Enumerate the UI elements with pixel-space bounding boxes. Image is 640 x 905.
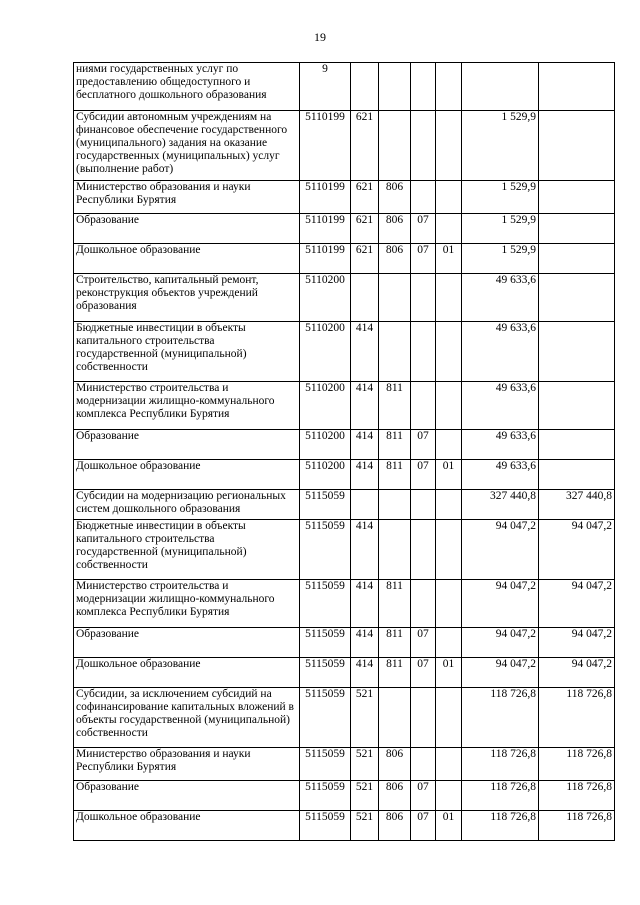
page-number: 19: [314, 30, 326, 44]
amount-1: 1 529,9: [462, 181, 539, 214]
section-code: [411, 748, 436, 781]
administrator-code: 806: [379, 244, 411, 274]
amount-1: 94 047,2: [462, 628, 539, 658]
expense-type-code: [351, 781, 379, 811]
administrator-code: [379, 322, 411, 382]
section-code-text: 07: [417, 430, 429, 442]
section-code: [411, 811, 436, 841]
target-article-code: [300, 274, 351, 322]
target-article-code-text: 5115059: [305, 520, 345, 532]
target-article-code-text: 5115059: [305, 688, 345, 700]
row-name: Дошкольное образование: [74, 244, 300, 274]
amount-2: [539, 382, 615, 430]
administrator-code: 811: [379, 460, 411, 490]
amount-2: 118 726,8: [539, 811, 615, 841]
expense-type-code-text: 621: [355, 111, 374, 123]
administrator-code: 806: [379, 781, 411, 811]
expense-type-code-text: 414: [355, 430, 374, 442]
expense-type-code: [351, 580, 379, 628]
expense-type-code: [351, 748, 379, 781]
target-article-code: [300, 460, 351, 490]
target-article-code-text: 5110200: [305, 430, 345, 442]
amount-2: [539, 214, 615, 244]
target-article-code-text: 5110199: [305, 111, 345, 123]
administrator-code: 811: [379, 430, 411, 460]
expense-type-code: [351, 430, 379, 460]
amount-1: 94 047,2: [462, 658, 539, 688]
subsection-code: [436, 520, 462, 580]
amount-2: 94 047,2: [539, 580, 615, 628]
target-article-code-text: 5110200: [305, 460, 345, 472]
subsection-code: [436, 322, 462, 382]
expense-type-code: [351, 382, 379, 430]
amount-2: [539, 63, 615, 111]
amount-1: 118 726,8: [462, 811, 539, 841]
row-name: Министерство образования и науки Республики Бурятия: [74, 748, 300, 781]
amount-2: [539, 460, 615, 490]
target-article-code: [300, 748, 351, 781]
amount-1: 49 633,6: [462, 382, 539, 430]
table-row: [74, 382, 615, 430]
section-code: [411, 520, 436, 580]
section-code: [411, 781, 436, 811]
section-code: [411, 181, 436, 214]
section-code: [411, 244, 436, 274]
table-row: [74, 430, 615, 460]
subsection-code: 01: [436, 460, 462, 490]
target-article-code-text: 5115059: [305, 748, 345, 760]
expense-type-code: [351, 322, 379, 382]
amount-2: [539, 322, 615, 382]
expense-type-code: [351, 688, 379, 748]
expense-type-code-text: 521: [355, 781, 374, 793]
subsection-code: 01: [436, 244, 462, 274]
expense-type-code-text: 414: [355, 382, 374, 394]
section-code: [411, 688, 436, 748]
subsection-code: 01: [436, 658, 462, 688]
table-row: [74, 520, 615, 580]
subsection-code: [436, 214, 462, 244]
section-code-text: 07: [417, 244, 429, 256]
subsection-code: [436, 63, 462, 111]
amount-2: 118 726,8: [539, 781, 615, 811]
expense-type-code: [351, 811, 379, 841]
amount-2: [539, 430, 615, 460]
expense-type-code-text: 621: [355, 244, 374, 256]
administrator-code: 811: [379, 628, 411, 658]
amount-1: 1 529,9: [462, 214, 539, 244]
table-row: [74, 688, 615, 748]
amount-1: 94 047,2: [462, 520, 539, 580]
table-row: [74, 490, 615, 520]
table-row: [74, 244, 615, 274]
target-article-code: [300, 382, 351, 430]
target-article-code: [300, 181, 351, 214]
amount-2: 94 047,2: [539, 628, 615, 658]
section-code-text: 07: [417, 628, 429, 640]
target-article-code: [300, 628, 351, 658]
row-name: Строительство, капитальный ремонт, реконструкция объектов учреждений образования: [74, 274, 300, 322]
administrator-code: [379, 274, 411, 322]
row-name: Образование: [74, 430, 300, 460]
table-row: [74, 460, 615, 490]
amount-1: 49 633,6: [462, 460, 539, 490]
amount-2: 327 440,8: [539, 490, 615, 520]
target-article-code-text: 9: [322, 63, 328, 75]
administrator-code: [379, 63, 411, 111]
administrator-code: 806: [379, 214, 411, 244]
amount-2: 118 726,8: [539, 748, 615, 781]
target-article-code-text: 5110199: [305, 244, 345, 256]
section-code: [411, 382, 436, 430]
target-article-code: [300, 811, 351, 841]
administrator-code: 811: [379, 658, 411, 688]
expense-type-code-text: 414: [355, 520, 374, 532]
subsection-code: [436, 181, 462, 214]
table-row: [74, 214, 615, 244]
row-name: Субсидии на модернизацию региональных систем дошкольного образования: [74, 490, 300, 520]
row-name: Субсидии, за исключением субсидий на софинансирование капитальных вложений в объекты государственной (муниципальной) собственности: [74, 688, 300, 748]
row-name: Образование: [74, 628, 300, 658]
table-row: [74, 628, 615, 658]
table-row: [74, 580, 615, 628]
subsection-code: [436, 628, 462, 658]
table-row: [74, 322, 615, 382]
target-article-code-text: 5110199: [305, 181, 345, 193]
subsection-code: [436, 274, 462, 322]
target-article-code: [300, 63, 351, 111]
budget-table-body: [74, 63, 615, 841]
target-article-code-text: 5110200: [305, 322, 345, 334]
expense-type-code: [351, 181, 379, 214]
administrator-code: 811: [379, 382, 411, 430]
row-name: Образование: [74, 214, 300, 244]
expense-type-code-text: 521: [355, 748, 374, 760]
amount-1: [462, 63, 539, 111]
amount-1: 327 440,8: [462, 490, 539, 520]
subsection-code: [436, 382, 462, 430]
amount-2: 94 047,2: [539, 520, 615, 580]
administrator-code: 806: [379, 811, 411, 841]
administrator-code: [379, 520, 411, 580]
target-article-code: [300, 430, 351, 460]
target-article-code-text: 5110200: [305, 274, 345, 286]
administrator-code: 806: [379, 181, 411, 214]
expense-type-code: [351, 244, 379, 274]
target-article-code: [300, 520, 351, 580]
target-article-code: [300, 322, 351, 382]
budget-table: [73, 62, 615, 841]
expense-type-code: [351, 214, 379, 244]
section-code: [411, 628, 436, 658]
expense-type-code-text: 414: [355, 460, 374, 472]
expense-type-code: [351, 628, 379, 658]
target-article-code-text: 5115059: [305, 781, 345, 793]
amount-1: 118 726,8: [462, 781, 539, 811]
expense-type-code: [351, 460, 379, 490]
subsection-code: [436, 688, 462, 748]
target-article-code: [300, 688, 351, 748]
expense-type-code-text: 414: [355, 580, 374, 592]
section-code-text: 07: [417, 214, 429, 226]
section-code-text: 07: [417, 781, 429, 793]
administrator-code: [379, 688, 411, 748]
table-row: [74, 63, 615, 111]
expense-type-code-text: 621: [355, 181, 374, 193]
table-row: [74, 811, 615, 841]
amount-2: [539, 111, 615, 181]
target-article-code-text: 5115059: [305, 490, 345, 502]
expense-type-code: [351, 490, 379, 520]
row-name: Бюджетные инвестиции в объекты капитального строительства государственной (муниципальной) собственности: [74, 322, 300, 382]
amount-2: [539, 244, 615, 274]
expense-type-code-text: 521: [355, 811, 374, 823]
section-code: [411, 658, 436, 688]
row-name: Министерство образования и науки Республики Бурятия: [74, 181, 300, 214]
row-name: Бюджетные инвестиции в объекты капитального строительства государственной (муниципальной) собственности: [74, 520, 300, 580]
row-name: Министерство строительства и модернизации жилищно-коммунального комплекса Республики Бурятия: [74, 382, 300, 430]
table-row: [74, 274, 615, 322]
target-article-code: [300, 111, 351, 181]
table-row: [74, 748, 615, 781]
row-name: ниями государственных услуг по предоставлению общедоступного и бесплатного дошкольного образования: [74, 63, 300, 111]
row-name: Дошкольное образование: [74, 658, 300, 688]
administrator-code: 806: [379, 748, 411, 781]
subsection-code: [436, 111, 462, 181]
target-article-code-text: 5110199: [305, 214, 345, 226]
section-code: [411, 580, 436, 628]
subsection-code: [436, 490, 462, 520]
amount-2: [539, 274, 615, 322]
expense-type-code: [351, 111, 379, 181]
expense-type-code: [351, 520, 379, 580]
target-article-code: [300, 781, 351, 811]
target-article-code: [300, 658, 351, 688]
amount-2: 118 726,8: [539, 688, 615, 748]
amount-1: 49 633,6: [462, 430, 539, 460]
target-article-code: [300, 244, 351, 274]
amount-1: 118 726,8: [462, 748, 539, 781]
target-article-code-text: 5115059: [305, 580, 345, 592]
target-article-code-text: 5110200: [305, 382, 345, 394]
administrator-code: [379, 490, 411, 520]
amount-1: 1 529,9: [462, 111, 539, 181]
subsection-code: [436, 430, 462, 460]
expense-type-code: [351, 658, 379, 688]
expense-type-code-text: 521: [355, 688, 374, 700]
row-name: Дошкольное образование: [74, 460, 300, 490]
amount-1: 49 633,6: [462, 322, 539, 382]
row-name: Министерство строительства и модернизации жилищно-коммунального комплекса Республики Бурятия: [74, 580, 300, 628]
table-row: [74, 181, 615, 214]
expense-type-code-text: 414: [355, 628, 374, 640]
section-code-text: 07: [417, 811, 429, 823]
section-code: [411, 490, 436, 520]
target-article-code: [300, 214, 351, 244]
section-code: [411, 214, 436, 244]
target-article-code: [300, 490, 351, 520]
administrator-code: 811: [379, 580, 411, 628]
expense-type-code: [351, 63, 379, 111]
amount-2: 94 047,2: [539, 658, 615, 688]
amount-1: 49 633,6: [462, 274, 539, 322]
amount-1: 118 726,8: [462, 688, 539, 748]
row-name: Субсидии автономным учреждениям на финансовое обеспечение государственного (муниципального) задания на оказание государственных (муниципальных) услуг (выполнение работ): [74, 111, 300, 181]
amount-2: [539, 181, 615, 214]
target-article-code-text: 5115059: [305, 811, 345, 823]
subsection-code: [436, 781, 462, 811]
table-row: [74, 111, 615, 181]
target-article-code-text: 5115059: [305, 628, 345, 640]
expense-type-code-text: 621: [355, 214, 374, 226]
section-code: [411, 63, 436, 111]
expense-type-code-text: 414: [355, 658, 374, 670]
subsection-code: [436, 748, 462, 781]
target-article-code: [300, 580, 351, 628]
section-code: [411, 111, 436, 181]
expense-type-code-text: 414: [355, 322, 374, 334]
amount-1: 1 529,9: [462, 244, 539, 274]
section-code: [411, 430, 436, 460]
subsection-code: [436, 580, 462, 628]
row-name: Дошкольное образование: [74, 811, 300, 841]
target-article-code-text: 5115059: [305, 658, 345, 670]
section-code: [411, 274, 436, 322]
section-code-text: 07: [417, 460, 429, 472]
amount-1: 94 047,2: [462, 580, 539, 628]
section-code-text: 07: [417, 658, 429, 670]
administrator-code: [379, 111, 411, 181]
section-code: [411, 460, 436, 490]
section-code: [411, 322, 436, 382]
table-row: [74, 781, 615, 811]
table-row: [74, 658, 615, 688]
subsection-code: 01: [436, 811, 462, 841]
expense-type-code: [351, 274, 379, 322]
row-name: Образование: [74, 781, 300, 811]
